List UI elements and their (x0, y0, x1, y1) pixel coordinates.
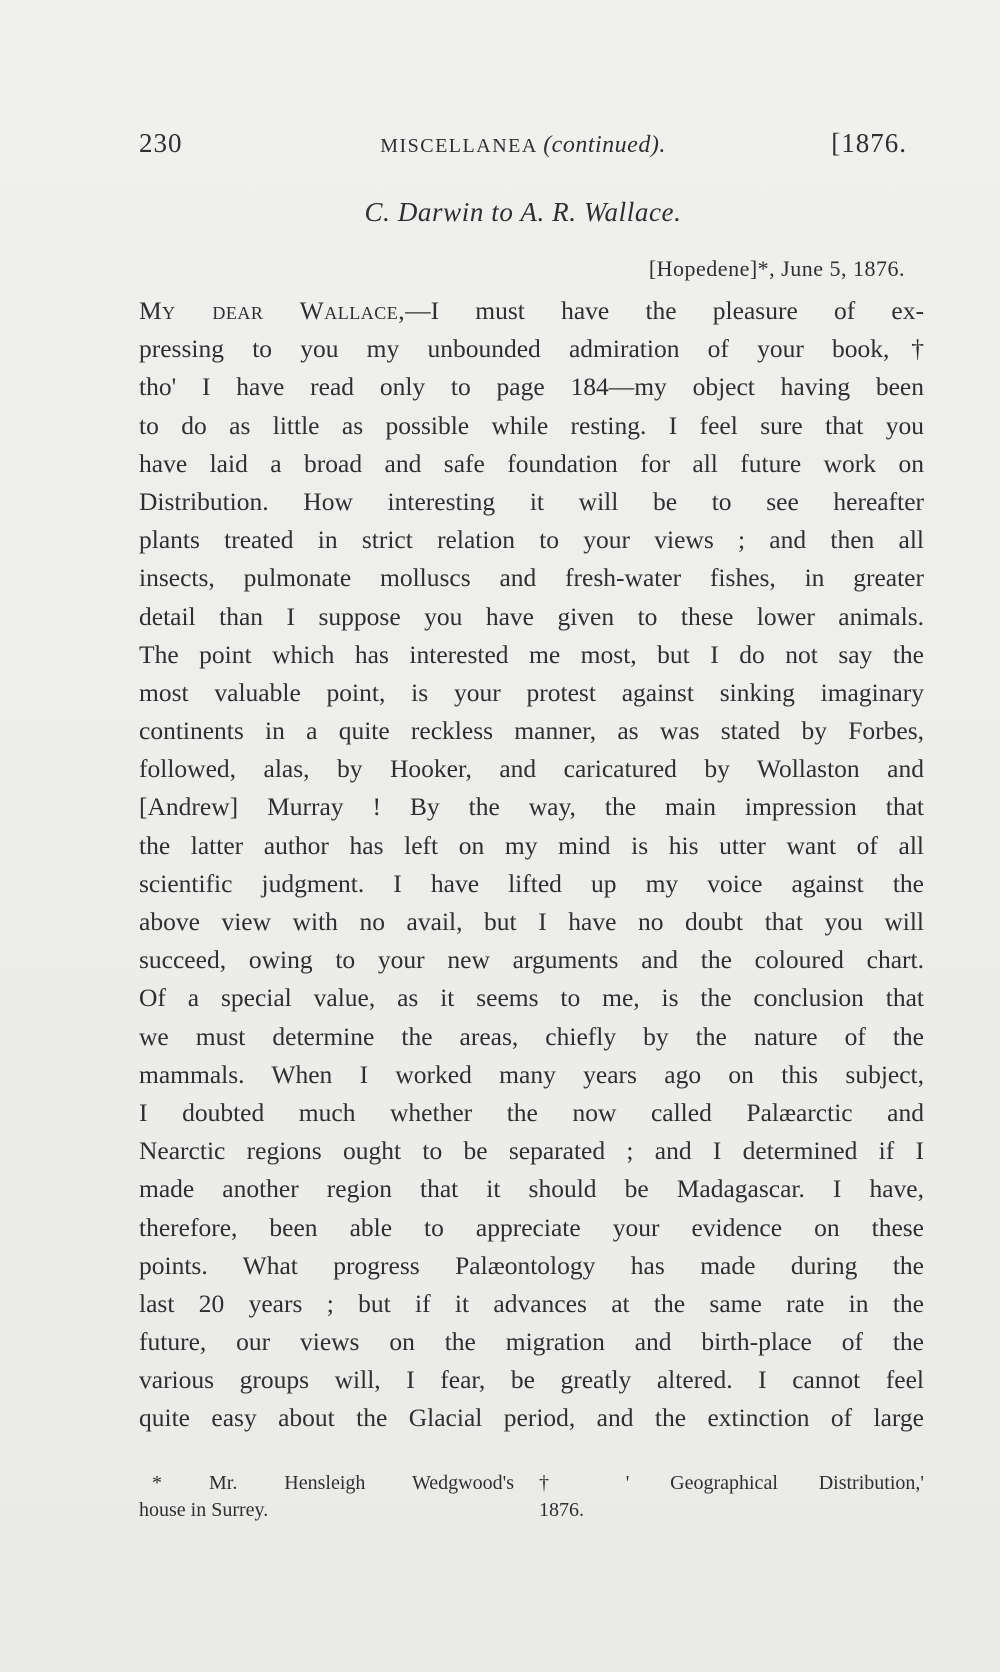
body-line: to do as little as possible while resting. I feel sure that you (139, 410, 924, 440)
body-line: insects, pulmonate molluscs and fresh-water fishes, in greater (139, 563, 924, 593)
body-line: therefore, been able to appreciate your evidence on these (139, 1212, 924, 1242)
body-line: points. What progress Palæontology has made during the (139, 1250, 924, 1280)
page-number: 230 (139, 128, 183, 158)
body-line: succeed, owing to your new arguments and the coloured chart. (139, 945, 924, 975)
running-title-text: MISCELLANEA (380, 135, 537, 157)
body-line: detail than I suppose you have given to these lower animals. (139, 601, 924, 631)
body-line: followed, alas, by Hooker, and caricatured by Wollaston and (139, 754, 924, 784)
footnote-line: † ' Geographical Distribution,' (539, 1472, 924, 1494)
body-line: quite easy about the Glacial period, and the extinction of large (139, 1403, 924, 1433)
body-line: made another region that it should be Madagascar. I have, (139, 1174, 924, 1204)
body-line: last 20 years ; but if it advances at the same rate in the (139, 1288, 924, 1318)
footnote-line: * Mr. Hensleigh Wedgwood's (152, 1472, 514, 1494)
body-line: [Andrew] Murray ! By the way, the main impression that (139, 792, 924, 822)
footnote-book (539, 1470, 924, 1524)
letter-body (139, 292, 924, 1438)
running-title (139, 128, 907, 159)
body-line: plants treated in strict relation to your views ; and then all (139, 525, 924, 555)
footnote-line: 1876. (539, 1499, 584, 1521)
body-line: have laid a broad and safe foundation for all future work on (139, 448, 924, 478)
body-line: continents in a quite reckless manner, as was stated by Forbes, (139, 716, 924, 746)
letter-dateline: [Hopedene]*, June 5, 1876. (648, 256, 905, 281)
body-line: Distribution. How interesting it will be to see hereafter (139, 486, 924, 516)
body-line: mammals. When I worked many years ago on this subject, (139, 1059, 924, 1089)
running-header (139, 124, 907, 168)
footnote-hopedene (139, 1470, 514, 1524)
body-line: The point which has interested me most, but I do not say the (139, 639, 924, 669)
body-line: pressing to you my unbounded admiration of your book,† (139, 334, 924, 364)
body-line: Of a special value, as it seems to me, is the conclusion that (139, 983, 924, 1013)
running-title-italic: (continued). (543, 132, 666, 158)
body-line: the latter author has left on my mind is his utter want of all (139, 830, 924, 860)
body-line: Nearctic regions ought to be separated ; and I determined if I (139, 1136, 924, 1166)
body-line: tho' I have read only to page 184—my object having been (139, 372, 924, 402)
body-line: I doubted much whether the now called Palæarctic and (139, 1097, 924, 1127)
body-line: various groups will, I fear, be greatly altered. I cannot feel (139, 1365, 924, 1395)
body-line: above view with no avail, but I have no doubt that you will (139, 907, 924, 936)
body-line: scientific judgment. I have lifted up my voice against the (139, 868, 924, 898)
header-year: [1876. (831, 128, 907, 158)
footnote-line: house in Surrey. (139, 1499, 269, 1521)
body-line: most valuable point, is your protest against sinking imaginary (139, 677, 924, 707)
body-line: we must determine the areas, chiefly by the nature of the (139, 1021, 924, 1051)
body-line-text: —I must have the pleasure of ex- (405, 296, 924, 325)
body-line: future, our views on the migration and birth-place of the (139, 1327, 924, 1357)
salutation: My dear Wallace, (139, 296, 406, 325)
body-line (139, 292, 924, 330)
letter-title: C. Darwin to A. R. Wallace. (364, 197, 682, 227)
